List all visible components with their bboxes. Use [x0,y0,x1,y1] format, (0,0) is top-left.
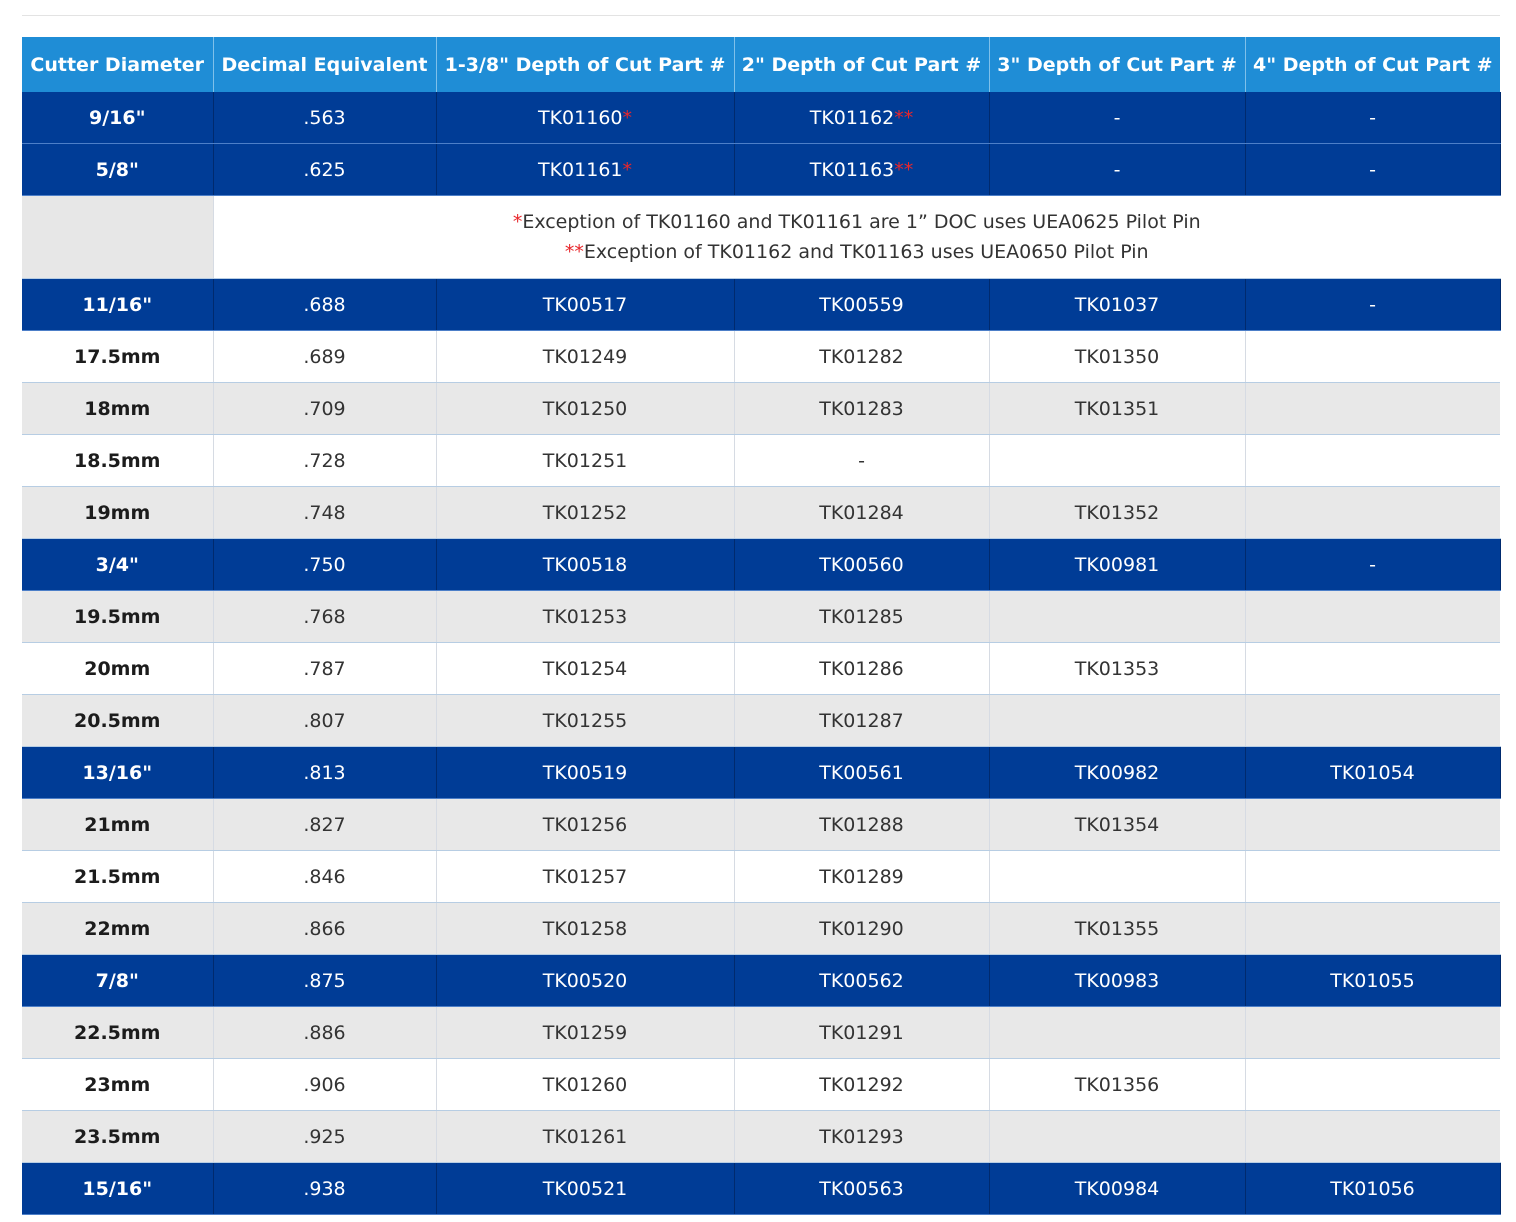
decimal-cell [213,1163,436,1215]
decimal-cell [213,747,436,799]
part-number-cell [436,903,734,955]
cutter-diameter-cell [22,747,213,799]
cell-text: .827 [303,813,346,836]
footnote-mark: * [622,106,632,129]
cell-text: TK01352 [1074,501,1160,524]
cell-text: 18mm [84,397,151,420]
cell-text: TK01285 [819,605,904,628]
part-number-cell [989,799,1245,851]
part-number-cell [734,383,989,435]
part-number-cell [1245,435,1500,487]
cell-text: TK01288 [819,813,904,836]
cell-text: .688 [303,293,346,316]
part-number-cell [989,1059,1245,1111]
part-number-cell [1245,955,1500,1007]
footnote-mark: ** [894,158,914,181]
table-row [22,383,1500,435]
table-row [22,591,1500,643]
header-depth-1-3-8: 1-3/8" Depth of Cut Part # [436,37,734,92]
cell-text: TK01056 [1330,1177,1415,1200]
footnote-text: Exception of TK01160 and TK01161 are 1” DOC uses UEA0625 Pilot Pin [522,211,1201,233]
part-number-cell [436,955,734,1007]
part-number-cell [1245,279,1500,331]
decimal-cell [213,487,436,539]
part-number-cell [436,487,734,539]
decimal-cell [213,799,436,851]
decimal-cell [213,1007,436,1059]
cell-text: 21mm [84,813,151,836]
part-number-cell [436,92,734,144]
cell-text: .813 [303,761,346,784]
cell-text: .787 [303,657,346,680]
part-number-cell [436,279,734,331]
part-number-cell [436,435,734,487]
part-number-cell [734,435,989,487]
top-divider [22,15,1500,16]
table-body [22,92,1500,1215]
part-number-cell [989,1007,1245,1059]
cell-text: 17.5mm [74,345,161,368]
part-number-cell [989,279,1245,331]
part-number-cell [436,747,734,799]
cell-text: TK01354 [1074,813,1160,836]
cutter-spec-table [22,37,1501,1215]
cell-text: TK01291 [819,1021,904,1044]
cell-text: 20.5mm [74,709,161,732]
cell-text: .846 [303,865,346,888]
cell-text: TK00562 [819,969,904,992]
cell-text: TK00983 [1074,969,1160,992]
table-row [22,435,1500,487]
cell-text: TK01290 [819,917,904,940]
footnote-mark: ** [894,106,914,129]
cell-text: TK01258 [542,917,628,940]
cell-text: TK01292 [819,1073,904,1096]
cell-text: TK00517 [542,293,628,316]
cutter-diameter-cell [22,955,213,1007]
cell-text: .807 [303,709,346,732]
part-number-cell [436,695,734,747]
table-header-row [22,37,1500,92]
part-number-cell [1245,1059,1500,1111]
decimal-cell [213,383,436,435]
cell-text: 21.5mm [74,865,161,888]
part-number-cell [989,643,1245,695]
cell-text: TK01037 [1074,293,1160,316]
cell-text: .906 [303,1073,346,1096]
part-number-cell [734,747,989,799]
part-number-cell [989,1111,1245,1163]
part-number-cell [436,591,734,643]
cell-text: TK00563 [819,1177,904,1200]
cell-text: TK01253 [542,605,628,628]
cell-text: TK01055 [1330,969,1415,992]
part-number-cell [1245,539,1500,591]
part-number-cell [1245,1007,1500,1059]
cell-text: .938 [303,1177,346,1200]
part-number-cell [1245,695,1500,747]
table-row [22,1111,1500,1163]
cell-text: TK00521 [542,1177,628,1200]
part-number-cell [734,1163,989,1215]
cell-text: .689 [303,345,346,368]
part-number-cell [734,643,989,695]
table-row [22,903,1500,955]
part-number-cell [989,955,1245,1007]
footnote-line [214,207,1501,237]
table-row [22,1059,1500,1111]
table-row [22,643,1500,695]
part-number-cell [436,1111,734,1163]
cell-text: TK01256 [542,813,628,836]
header-depth-2: 2" Depth of Cut Part # [734,37,989,92]
table-row [22,1007,1500,1059]
part-number-cell [989,903,1245,955]
table-row [22,695,1500,747]
part-number-cell [734,144,989,196]
part-number-cell [734,92,989,144]
part-number-cell [734,1111,989,1163]
cell-text: TK01283 [819,397,904,420]
cutter-diameter-cell [22,144,213,196]
cell-text: TK00518 [542,553,628,576]
part-number-cell [1245,903,1500,955]
cell-text: TK01257 [542,865,628,888]
part-number-cell [734,955,989,1007]
cell-text: TK01355 [1074,917,1160,940]
cell-text: 23mm [84,1073,151,1096]
part-number-cell [734,591,989,643]
decimal-cell [213,591,436,643]
cell-text: - [1369,106,1376,129]
cell-text: TK01289 [819,865,904,888]
cell-text: TK01161 [537,158,623,181]
table-row [22,92,1500,144]
cell-text: TK00981 [1074,553,1160,576]
footnote-cell [213,196,1500,279]
cell-text: 22.5mm [74,1021,161,1044]
table-row [22,799,1500,851]
cell-text: .709 [303,397,346,420]
cell-text: TK01353 [1074,657,1160,680]
table-row [22,144,1500,196]
decimal-cell [213,1059,436,1111]
cell-text: TK00982 [1074,761,1160,784]
table-row [22,487,1500,539]
cell-text: TK01254 [542,657,628,680]
part-number-cell [989,747,1245,799]
part-number-cell [989,144,1245,196]
cell-text: - [1369,158,1376,181]
table-row [22,851,1500,903]
part-number-cell [989,851,1245,903]
part-number-cell [436,799,734,851]
cutter-diameter-cell [22,695,213,747]
cutter-diameter-cell [22,1007,213,1059]
cell-text: TK01350 [1074,345,1160,368]
decimal-cell [213,539,436,591]
cell-text: TK01287 [819,709,904,732]
header-cutter-diameter: Cutter Diameter [22,37,213,92]
cell-text: TK01250 [542,397,628,420]
cell-text: .728 [303,449,346,472]
cutter-diameter-cell [22,383,213,435]
part-number-cell [989,1163,1245,1215]
footnote-empty-cell [22,196,213,279]
cell-text: .925 [303,1125,346,1148]
decimal-cell [213,643,436,695]
decimal-cell [213,955,436,1007]
footnote-mark: * [622,158,632,181]
part-number-cell [734,799,989,851]
part-number-cell [1245,851,1500,903]
part-number-cell [1245,591,1500,643]
cell-text: 13/16" [82,761,153,784]
part-number-cell [1245,643,1500,695]
part-number-cell [436,1007,734,1059]
part-number-cell [1245,92,1500,144]
table-row [22,539,1500,591]
cell-text: TK01054 [1330,761,1415,784]
part-number-cell [989,92,1245,144]
cell-text: TK01261 [542,1125,628,1148]
part-number-cell [436,383,734,435]
decimal-cell [213,331,436,383]
part-number-cell [989,435,1245,487]
cutter-diameter-cell [22,487,213,539]
cell-text: .625 [303,158,346,181]
table-row [22,331,1500,383]
cutter-diameter-cell [22,279,213,331]
cell-text: TK01282 [819,345,904,368]
cutter-diameter-cell [22,851,213,903]
part-number-cell [989,487,1245,539]
footnote-line [214,237,1501,267]
cell-text: 7/8" [95,969,139,992]
table-row [22,747,1500,799]
footnote-mark: ** [564,241,584,263]
part-number-cell [436,1059,734,1111]
part-number-cell [734,539,989,591]
cell-text: - [858,449,865,472]
cell-text: 3/4" [95,553,139,576]
part-number-cell [1245,1163,1500,1215]
cell-text: 23.5mm [74,1125,161,1148]
part-number-cell [734,903,989,955]
part-number-cell [989,539,1245,591]
part-number-cell [1245,747,1500,799]
part-number-cell [436,851,734,903]
cell-text: 19.5mm [74,605,161,628]
part-number-cell [734,851,989,903]
cell-text: .886 [303,1021,346,1044]
cell-text: - [1369,293,1376,316]
cell-text: 11/16" [82,293,153,316]
part-number-cell [989,591,1245,643]
part-number-cell [1245,383,1500,435]
part-number-cell [989,695,1245,747]
part-number-cell [734,695,989,747]
cell-text: TK00519 [542,761,628,784]
part-number-cell [734,1059,989,1111]
cutter-diameter-cell [22,92,213,144]
cell-text: .748 [303,501,346,524]
cell-text: TK00520 [542,969,628,992]
cell-text: TK01160 [537,106,623,129]
decimal-cell [213,903,436,955]
cell-text: TK01260 [542,1073,628,1096]
decimal-cell [213,695,436,747]
cell-text: TK00559 [819,293,904,316]
cell-text: .750 [303,553,346,576]
cell-text: 15/16" [82,1177,153,1200]
cell-text: .768 [303,605,346,628]
footnote-mark: * [512,211,523,233]
cell-text: TK01284 [819,501,904,524]
cell-text: TK01286 [819,657,904,680]
cell-text: TK01252 [542,501,628,524]
table-row [22,279,1500,331]
decimal-cell [213,92,436,144]
cutter-diameter-cell [22,539,213,591]
part-number-cell [989,331,1245,383]
footnote-row [22,196,1500,279]
part-number-cell [436,144,734,196]
part-number-cell [1245,331,1500,383]
cell-text: TK01293 [819,1125,904,1148]
cutter-diameter-cell [22,331,213,383]
cell-text: - [1113,158,1121,181]
part-number-cell [436,1163,734,1215]
cell-text: 20mm [84,657,151,680]
cell-text: .866 [303,917,346,940]
decimal-cell [213,1111,436,1163]
part-number-cell [436,643,734,695]
part-number-cell [989,383,1245,435]
part-number-cell [734,1007,989,1059]
cutter-diameter-cell [22,799,213,851]
cell-text: TK01259 [542,1021,628,1044]
header-depth-4: 4" Depth of Cut Part # [1245,37,1500,92]
decimal-cell [213,435,436,487]
part-number-cell [734,487,989,539]
part-number-cell [734,331,989,383]
part-number-cell [436,331,734,383]
cutter-diameter-cell [22,1163,213,1215]
cutter-diameter-cell [22,903,213,955]
cell-text: - [1113,106,1121,129]
footnote-text: Exception of TK01162 and TK01163 uses UEA0650 Pilot Pin [583,241,1149,263]
cutter-diameter-cell [22,1059,213,1111]
cell-text: 22mm [84,917,151,940]
cutter-diameter-cell [22,435,213,487]
header-depth-3: 3" Depth of Cut Part # [989,37,1245,92]
cell-text: TK01162 [809,106,895,129]
cell-text: TK01163 [809,158,895,181]
cell-text: TK00984 [1074,1177,1160,1200]
part-number-cell [1245,144,1500,196]
part-number-cell [1245,1111,1500,1163]
cell-text: 5/8" [95,158,139,181]
decimal-cell [213,851,436,903]
cell-text: 19mm [84,501,151,524]
cell-text: TK00561 [819,761,904,784]
cell-text: TK01251 [542,449,628,472]
cell-text: 9/16" [89,106,146,129]
cell-text: TK01255 [542,709,628,732]
table-row [22,955,1500,1007]
header-decimal-equivalent: Decimal Equivalent [213,37,436,92]
cell-text: TK01351 [1074,397,1160,420]
cutter-diameter-cell [22,643,213,695]
decimal-cell [213,144,436,196]
table-row [22,1163,1500,1215]
cell-text: TK00560 [819,553,904,576]
cell-text: .563 [303,106,346,129]
part-number-cell [436,539,734,591]
decimal-cell [213,279,436,331]
cell-text: 18.5mm [74,449,161,472]
cell-text: TK01249 [542,345,628,368]
cell-text: - [1369,553,1376,576]
cell-text: .875 [303,969,346,992]
cutter-diameter-cell [22,591,213,643]
cutter-diameter-cell [22,1111,213,1163]
part-number-cell [1245,799,1500,851]
cell-text: TK01356 [1074,1073,1160,1096]
part-number-cell [734,279,989,331]
part-number-cell [1245,487,1500,539]
